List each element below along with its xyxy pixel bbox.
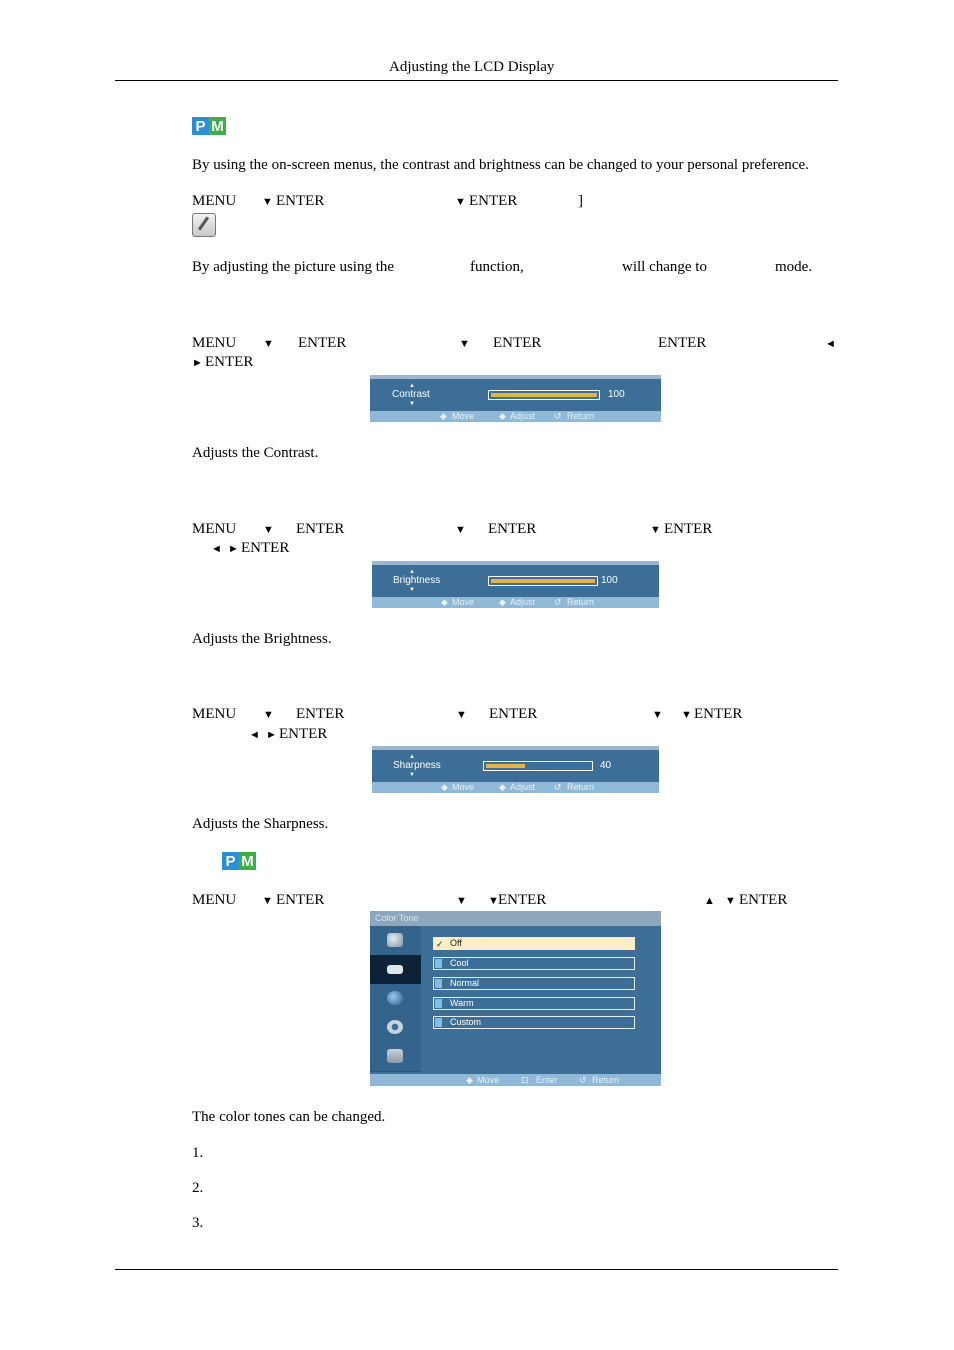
sharpness-label: Sharpness bbox=[393, 760, 441, 771]
osd-top-strip bbox=[372, 746, 659, 750]
osd-down-arrow-icon: ▼ bbox=[409, 772, 415, 778]
colortone-nav-down-3: ▼ bbox=[488, 895, 499, 907]
footer-adjust: Adjust bbox=[510, 411, 536, 421]
color-tone-title: Color Tone bbox=[370, 911, 661, 926]
osd-tab-multi[interactable] bbox=[370, 1042, 421, 1072]
osd-side-tabs bbox=[370, 926, 421, 1074]
osd-top-strip bbox=[370, 375, 661, 379]
sharpness-nav-enter-4: ENTER bbox=[279, 726, 328, 742]
contrast-nav-right: ► bbox=[192, 357, 203, 369]
contrast-nav-enter-2: ENTER bbox=[493, 335, 542, 351]
nav1-enter-2: ENTER bbox=[469, 193, 518, 209]
osd-tab-input[interactable] bbox=[370, 926, 421, 956]
brightness-label: Brightness bbox=[393, 575, 441, 586]
color-tone-option-warm[interactable] bbox=[433, 997, 635, 1010]
contrast-slider[interactable] bbox=[488, 390, 600, 400]
osd-footer bbox=[372, 597, 659, 608]
option-marker bbox=[435, 999, 442, 1008]
brightness-nav-down-2: ▼ bbox=[455, 524, 466, 536]
contrast-nav-left: ◄ bbox=[825, 338, 836, 350]
sharpness-slider-fill bbox=[486, 764, 525, 768]
note-text-a: By adjusting the picture using the bbox=[192, 259, 395, 275]
footer-move: Move bbox=[477, 1075, 500, 1085]
osd-tab-sound[interactable] bbox=[370, 984, 421, 1014]
window-icon bbox=[387, 1049, 403, 1063]
brightness-nav-right: ► bbox=[228, 543, 239, 555]
sharpness-nav-menu: MENU bbox=[192, 706, 237, 722]
color-tone-option-normal[interactable] bbox=[433, 977, 635, 990]
brightness-slider-fill bbox=[491, 579, 595, 583]
gear-icon bbox=[387, 1020, 403, 1034]
contrast-nav-enter-4: ENTER bbox=[205, 354, 254, 370]
sharpness-nav-down-3: ▼ bbox=[652, 709, 663, 721]
nav1-down-arrow-2: ▼ bbox=[455, 196, 466, 208]
color-tone-desc: The color tones can be changed. bbox=[192, 1109, 386, 1125]
adjust-icon: ◆ bbox=[499, 597, 506, 607]
footer-return: Return bbox=[567, 411, 595, 421]
move-icon: ◆ bbox=[441, 597, 448, 607]
footer-move: Move bbox=[452, 597, 475, 607]
nav1-enter: ENTER bbox=[276, 193, 325, 209]
nav1-bracket: ] bbox=[578, 193, 583, 209]
colortone-nav-enter-1: ENTER bbox=[276, 892, 325, 908]
brightness-osd bbox=[372, 561, 659, 608]
osd-up-arrow-icon: ▲ bbox=[409, 754, 415, 760]
note-text-c: will change to bbox=[622, 259, 707, 275]
osd-footer bbox=[370, 411, 661, 422]
move-icon: ◆ bbox=[466, 1075, 473, 1085]
brightness-desc: Adjusts the Brightness. bbox=[192, 631, 332, 647]
page-header-title: Adjusting the LCD Display bbox=[389, 59, 555, 75]
colortone-nav-down-2: ▼ bbox=[456, 895, 467, 907]
note-icon bbox=[192, 213, 216, 237]
colortone-nav-down-1: ▼ bbox=[262, 895, 273, 907]
adjust-icon: ◆ bbox=[499, 411, 506, 421]
return-icon: ↺ bbox=[554, 597, 562, 607]
pm-badge-p: P bbox=[192, 117, 209, 135]
footer-return: Return bbox=[567, 597, 595, 607]
contrast-value: 100 bbox=[608, 389, 625, 400]
pm-badge-2 bbox=[222, 852, 256, 870]
nav1-menu: MENU bbox=[192, 193, 237, 209]
osd-down-arrow-icon: ▼ bbox=[409, 587, 415, 593]
contrast-nav-menu: MENU bbox=[192, 335, 237, 351]
sharpness-nav-right: ► bbox=[266, 729, 277, 741]
colortone-nav-up: ▲ bbox=[704, 895, 715, 907]
sharpness-value: 40 bbox=[600, 760, 612, 771]
color-tone-option-off[interactable] bbox=[433, 937, 635, 950]
move-icon: ◆ bbox=[440, 411, 447, 421]
color-tone-footer bbox=[370, 1074, 661, 1086]
contrast-desc: Adjusts the Contrast. bbox=[192, 445, 319, 461]
sharpness-nav-down-2: ▼ bbox=[456, 709, 467, 721]
sharpness-slider[interactable] bbox=[483, 761, 593, 771]
option-label: Cool bbox=[450, 958, 469, 968]
color-tone-option-cool[interactable] bbox=[433, 957, 635, 970]
osd-tab-setup[interactable] bbox=[370, 1013, 421, 1043]
brightness-nav-down-1: ▼ bbox=[263, 524, 274, 536]
contrast-osd bbox=[370, 375, 661, 422]
return-icon: ↺ bbox=[554, 411, 562, 421]
osd-footer bbox=[372, 782, 659, 793]
footer-return: Return bbox=[567, 782, 595, 792]
brightness-nav-enter-3: ENTER bbox=[664, 521, 713, 537]
color-tone-osd bbox=[370, 911, 661, 1086]
list-item-1: 1. bbox=[192, 1145, 204, 1161]
satellite-icon bbox=[387, 933, 403, 947]
contrast-slider-fill bbox=[491, 393, 597, 397]
contrast-nav-enter-3: ENTER bbox=[658, 335, 707, 351]
footer-rule bbox=[115, 1269, 838, 1270]
footer-adjust: Adjust bbox=[510, 782, 536, 792]
contrast-nav-down-1: ▼ bbox=[263, 338, 274, 350]
sharpness-nav-enter-1: ENTER bbox=[296, 706, 345, 722]
option-label: Normal bbox=[450, 978, 480, 988]
list-item-3: 3. bbox=[192, 1215, 204, 1231]
option-label: Off bbox=[450, 938, 462, 948]
pm-badge-p: P bbox=[222, 852, 239, 870]
option-label: Custom bbox=[450, 1017, 482, 1027]
nav1-down-arrow: ▼ bbox=[262, 196, 273, 208]
option-marker bbox=[435, 979, 442, 988]
sharpness-osd bbox=[372, 746, 659, 793]
footer-move: Move bbox=[452, 782, 475, 792]
brightness-nav-enter-4: ENTER bbox=[241, 540, 290, 556]
option-marker bbox=[435, 1018, 442, 1027]
colortone-nav-enter-3: ENTER bbox=[739, 892, 788, 908]
brightness-value: 100 bbox=[601, 575, 618, 586]
sharpness-nav-enter-3: ENTER bbox=[694, 706, 743, 722]
adjust-icon: ◆ bbox=[499, 782, 506, 792]
brightness-nav-enter-2: ENTER bbox=[488, 521, 537, 537]
sharpness-nav-down-4: ▼ bbox=[681, 709, 692, 721]
color-tone-option-custom[interactable] bbox=[433, 1016, 635, 1029]
brightness-nav-down-3: ▼ bbox=[650, 524, 661, 536]
option-label: Warm bbox=[450, 998, 474, 1008]
sharpness-nav-down-1: ▼ bbox=[263, 709, 274, 721]
sharpness-desc: Adjusts the Sharpness. bbox=[192, 816, 329, 832]
footer-adjust: Adjust bbox=[510, 597, 536, 607]
note-text-d: mode. bbox=[775, 259, 813, 275]
header-rule bbox=[115, 80, 838, 81]
osd-tab-picture[interactable] bbox=[370, 955, 421, 985]
osd-up-arrow-icon: ▲ bbox=[409, 383, 415, 389]
sound-icon bbox=[387, 991, 403, 1005]
brightness-nav-enter-1: ENTER bbox=[296, 521, 345, 537]
note-text-b: function, bbox=[470, 259, 524, 275]
picture-icon bbox=[387, 965, 403, 974]
colortone-nav-down-4: ▼ bbox=[725, 895, 736, 907]
sharpness-nav-left: ◄ bbox=[249, 729, 260, 741]
brightness-nav-menu: MENU bbox=[192, 521, 237, 537]
check-icon: ✓ bbox=[436, 939, 444, 949]
osd-up-arrow-icon: ▲ bbox=[409, 569, 415, 575]
osd-down-arrow-icon: ▼ bbox=[409, 401, 415, 407]
move-icon: ◆ bbox=[441, 782, 448, 792]
colortone-nav-menu: MENU bbox=[192, 892, 237, 908]
pm-badge-m: M bbox=[239, 852, 256, 870]
enter-icon: ⊡ bbox=[521, 1075, 529, 1085]
option-marker bbox=[435, 959, 442, 968]
pm-badge-m: M bbox=[209, 117, 226, 135]
brightness-nav-left: ◄ bbox=[211, 543, 222, 555]
pm-badge bbox=[192, 117, 226, 135]
contrast-label: Contrast bbox=[392, 389, 430, 400]
brightness-slider[interactable] bbox=[488, 576, 598, 586]
footer-return: Return bbox=[592, 1075, 620, 1085]
colortone-nav-enter-2: ENTER bbox=[498, 892, 547, 908]
footer-enter: Enter bbox=[536, 1075, 558, 1085]
footer-move: Move bbox=[452, 411, 475, 421]
return-icon: ↺ bbox=[579, 1075, 587, 1085]
intro-text: By using the on-screen menus, the contrast and brightness can be changed to your personal preference. bbox=[192, 157, 809, 173]
sharpness-nav-enter-2: ENTER bbox=[489, 706, 538, 722]
osd-top-strip bbox=[372, 561, 659, 565]
contrast-nav-enter-1: ENTER bbox=[298, 335, 347, 351]
contrast-nav-down-2: ▼ bbox=[459, 338, 470, 350]
return-icon: ↺ bbox=[554, 782, 562, 792]
list-item-2: 2. bbox=[192, 1180, 204, 1196]
